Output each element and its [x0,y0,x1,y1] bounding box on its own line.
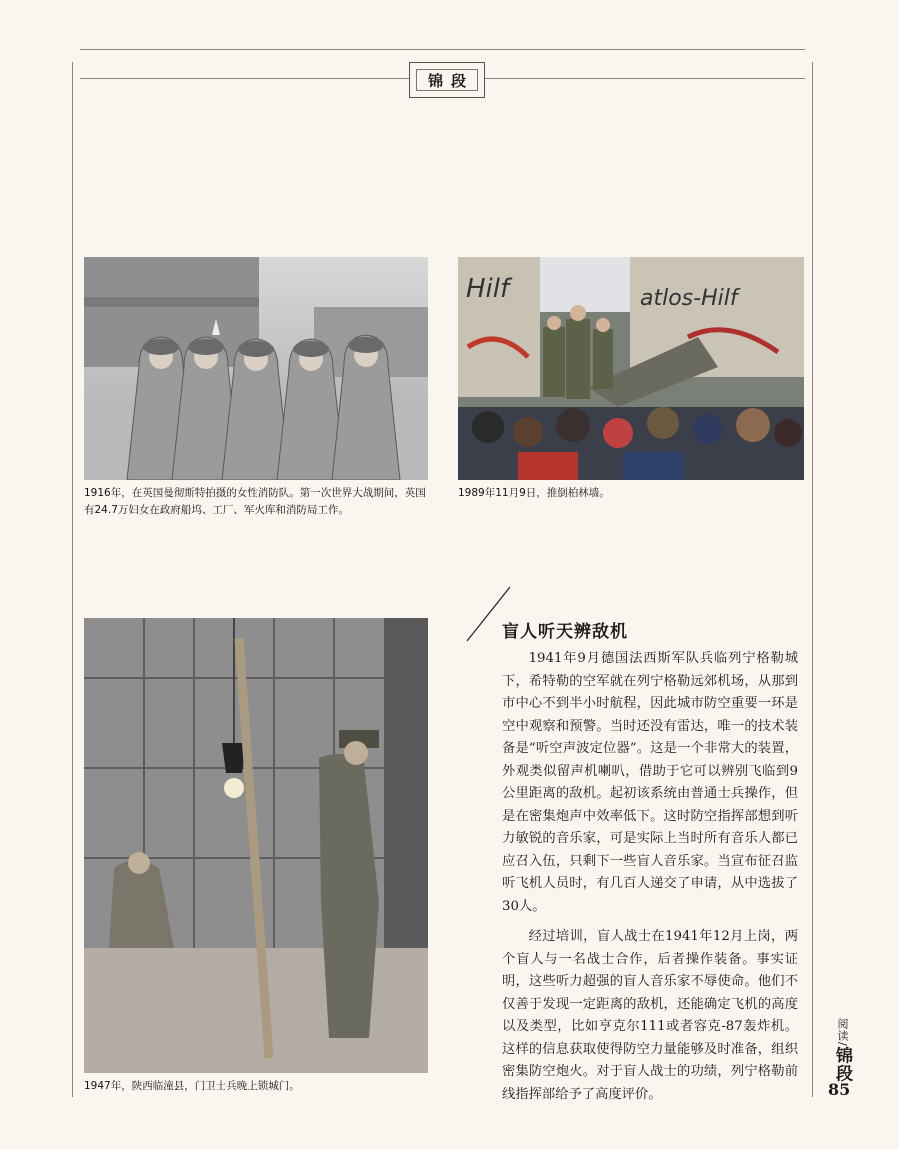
photo-berlin-wall [458,257,804,480]
photo-firewomen [84,257,428,480]
header-right-rule [483,78,805,79]
header-top-rule [80,49,805,50]
magazine-name-big: 锦段 [832,1046,852,1083]
left-margin-rule [72,62,73,1097]
section-tag [409,62,485,98]
article-title: 盲人听天辨敌机 [502,622,628,642]
magazine-name-small: 阅读 [836,1018,849,1042]
section-title: 锦段 [416,69,478,91]
photo-city-gate [84,618,428,1073]
photo-city-gate-caption: 1947年，陕西临潼县，门卫士兵晚上锁城门。 [84,1080,300,1092]
wall-graffiti-right: atlos-Hilf [640,286,738,311]
article-paragraph: 经过培训，盲人战士在1941年12月上岗，两个盲人与一名战士合作，后者操作装备。事实证明，这些听力超强的盲人音乐家不辱使命。他们不仅善于发现一定距离的敌机，还能确定飞机的高度以及类型，比如亨克尔111或者容克-87轰炸机。这样的信息获取使得防空力量能够及时准备，组织密集防空炮火。对于盲人战士的功绩，列宁格勒前线指挥部给予了高度评价。 [502,929,798,1102]
right-margin-rule [812,62,813,1097]
magazine-side-label: 阅读/锦段 [832,1018,852,1083]
article-body [502,648,798,1114]
article-paragraph: 1941年9月德国法西斯军队兵临列宁格勒城下，希特勒的空军就在列宁格勒远郊机场，从那到市中心不到半小时航程，因此城市防空重要一环是空中观察和预警。当时还没有雷达，唯一的技术装备是“听空声波定位器”。这是一个非常大的装置，外观类似留声机喇叭，借助于它可以辨别飞临到9公里距离的敌机。起初该系统由普通士兵操作，但是在密集炮声中效率低下。这时防空指挥部想到听力敏锐的音乐家，可是实际上当时所有音乐人都已应召入伍，只剩下一些盲人音乐家。当宣布征召监听飞机人员时，有几百人递交了申请，从中选拔了30人。 [502,651,798,914]
photo-firewomen-caption: 1916年，在英国曼彻斯特拍摄的女性消防队。第一次世界大战期间，英国有24.7万妇女在政府船坞、工厂、军火库和消防局工作。 [84,487,426,516]
header-left-rule [80,78,409,79]
page-number: 85 [828,1080,851,1099]
wall-graffiti-left: Hilf [466,274,510,304]
photo-berlin-wall-caption: 1989年11月9日，推倒柏林墙。 [458,487,610,499]
